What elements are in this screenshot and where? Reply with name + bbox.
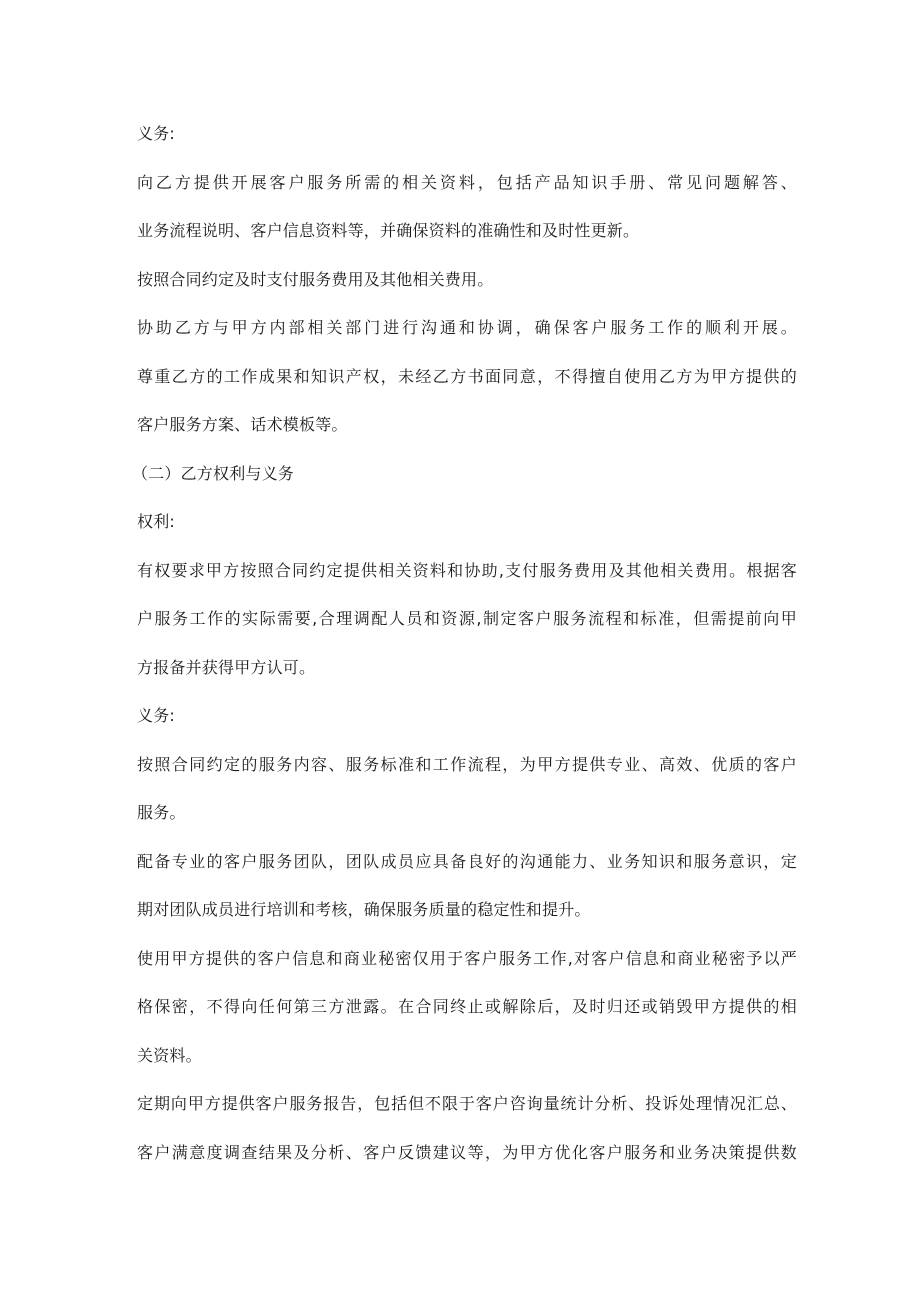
paragraph-line: 客户服务方案、话术模板等。 <box>137 415 348 434</box>
paragraph-line: 协助乙方与甲方内部相关部门进行沟通和协调，确保客户服务工作的顺利开展。 <box>137 318 797 337</box>
paragraph-line: 按照合同约定的服务内容、服务标准和工作流程，为甲方提供专业、高效、优质的客户 <box>137 755 797 774</box>
paragraph-line: 客户满意度调查结果及分析、客户反馈建议等，为甲方优化客户服务和业务决策提供数 <box>137 1143 797 1162</box>
paragraph-line: 格保密，不得向任何第三方泄露。在合同终止或解除后，及时归还或销毁甲方提供的相 <box>137 997 797 1016</box>
paragraph-line: 使用甲方提供的客户信息和商业秘密仅用于客户服务工作,对客户信息和商业秘密予以严 <box>137 949 797 968</box>
paragraph-line: 向乙方提供开展客户服务所需的相关资料，包括产品知识手册、常见问题解答、 <box>137 173 797 192</box>
paragraph-line: 服务。 <box>137 803 186 822</box>
paragraph-line: 业务流程说明、客户信息资料等，并确保资料的准确性和及时性更新。 <box>137 221 640 240</box>
paragraph-line: 按照合同约定及时支付服务费用及其他相关费用。 <box>137 270 494 289</box>
paragraph-line: 关资料。 <box>137 1046 202 1065</box>
paragraph-line: 方报备并获得甲方认可。 <box>137 658 316 677</box>
paragraph-line: 期对团队成员进行培训和考核，确保服务质量的稳定性和提升。 <box>137 900 591 919</box>
paragraph-line: 配备专业的客户服务团队，团队成员应具备良好的沟通能力、业务知识和服务意识，定 <box>137 852 797 871</box>
heading-obligations-party-b: 义务: <box>137 706 175 725</box>
paragraph-line: 尊重乙方的工作成果和知识产权，未经乙方书面同意，不得擅自使用乙方为甲方提供的 <box>137 367 797 386</box>
paragraph-line: 定期向甲方提供客户服务报告，包括但不限于客户咨询量统计分析、投诉处理情况汇总、 <box>137 1094 797 1113</box>
section-heading: （二）乙方权利与义务 <box>132 464 295 483</box>
heading-rights: 权利: <box>137 512 175 531</box>
heading-obligations-party-a: 义务: <box>137 124 175 143</box>
paragraph-line: 有权要求甲方按照合同约定提供相关资料和协助,支付服务费用及其他相关费用。根据客 <box>137 561 797 580</box>
paragraph-line: 户服务工作的实际需要,合理调配人员和资源,制定客户服务流程和标准，但需提前向甲 <box>137 609 797 628</box>
